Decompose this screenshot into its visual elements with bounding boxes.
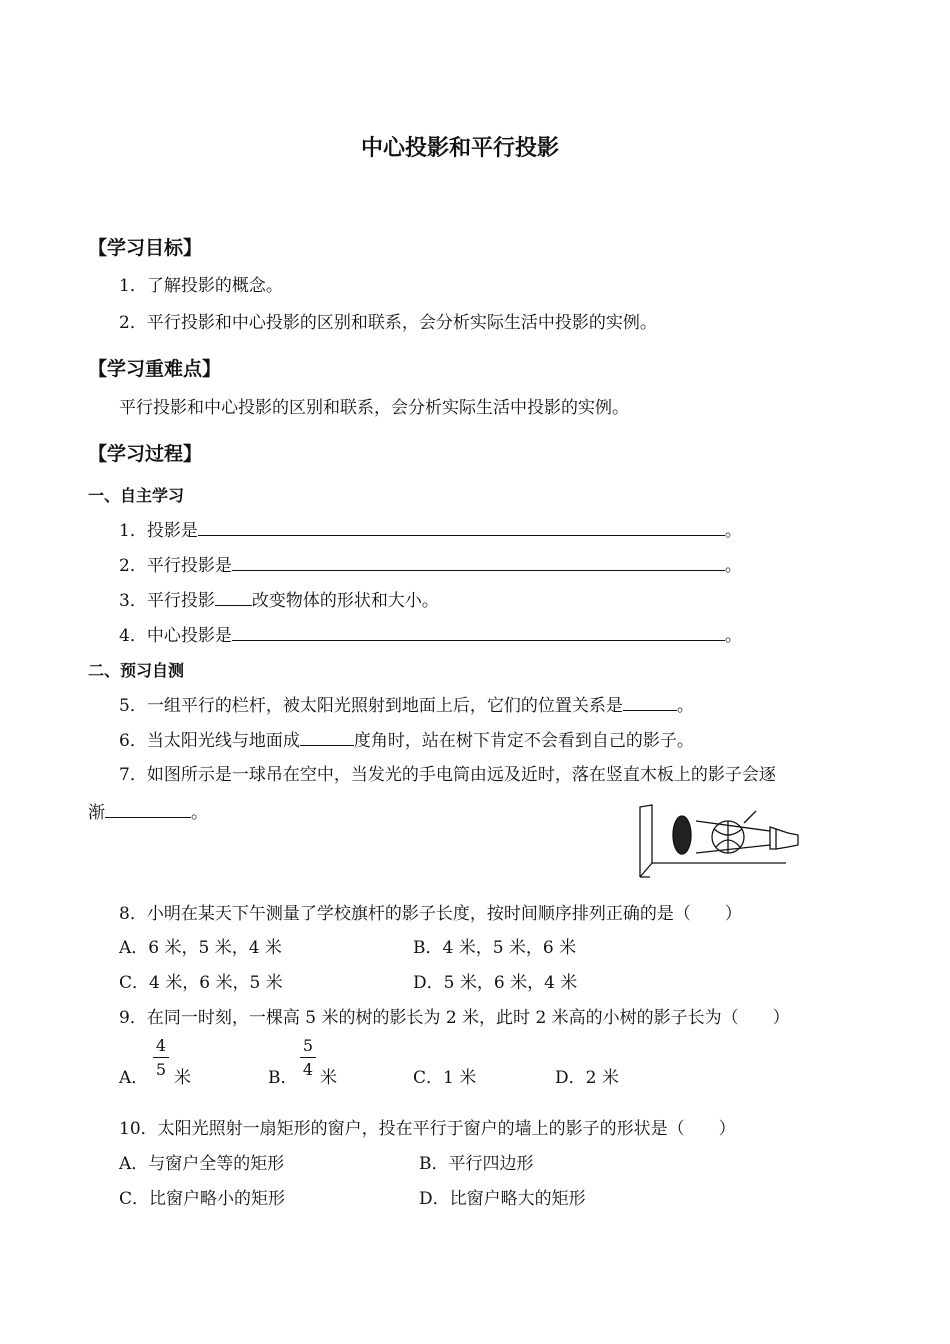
option-8-d[interactable]: D．5 米，6 米，4 米 bbox=[413, 973, 578, 993]
answer-blank-5[interactable] bbox=[623, 693, 677, 711]
flashlight-head bbox=[770, 827, 776, 849]
goal-item-1: 1．了解投影的概念。 bbox=[119, 276, 283, 296]
question-2-suffix: 。 bbox=[724, 556, 742, 576]
question-6 bbox=[119, 728, 694, 752]
question-6-suffix: 度角时，站在树下肯定不会看到自己的影子。 bbox=[353, 731, 694, 751]
question-5 bbox=[119, 693, 694, 717]
answer-blank-3[interactable] bbox=[215, 588, 252, 606]
question-5-suffix: 。 bbox=[676, 696, 694, 716]
option-8-a[interactable]: A．6 米，5 米，4 米 bbox=[119, 938, 282, 958]
light-rays bbox=[696, 821, 770, 853]
shadow-ellipse bbox=[673, 816, 691, 854]
option-8-b[interactable]: B．4 米，5 米，6 米 bbox=[413, 938, 577, 958]
question-3 bbox=[119, 588, 439, 612]
option-9-a-unit: 米 bbox=[174, 1068, 191, 1088]
answer-blank-1[interactable] bbox=[198, 518, 725, 536]
question-4 bbox=[119, 623, 742, 647]
self-study-heading: 一、自主学习 bbox=[88, 486, 185, 505]
answer-blank-7[interactable] bbox=[105, 800, 191, 818]
wooden-board bbox=[640, 805, 652, 877]
question-4-prefix: 4．中心投影是 bbox=[119, 626, 232, 646]
board-base bbox=[640, 863, 786, 877]
question-1-suffix: 。 bbox=[724, 521, 742, 541]
fraction-bar bbox=[300, 1057, 316, 1058]
flashlight-ball-shadow-figure bbox=[636, 803, 802, 879]
option-9-c[interactable]: C．1 米 bbox=[413, 1068, 477, 1088]
option-9-b-numerator: 5 bbox=[302, 1036, 314, 1055]
question-3-prefix: 3．平行投影 bbox=[119, 591, 215, 611]
goals-heading: 【学习目标】 bbox=[88, 237, 203, 259]
question-1 bbox=[119, 518, 742, 542]
process-heading: 【学习过程】 bbox=[88, 443, 203, 465]
option-9-b[interactable] bbox=[268, 1067, 298, 1089]
option-10-a[interactable]: A．与窗户全等的矩形 bbox=[119, 1154, 285, 1174]
option-9-b-denominator: 4 bbox=[302, 1060, 314, 1079]
option-9-b-label: B． bbox=[268, 1068, 298, 1088]
answer-blank-2[interactable] bbox=[232, 553, 725, 571]
question-3-suffix: 改变物体的形状和大小。 bbox=[251, 591, 439, 611]
page-title: 中心投影和平行投影 bbox=[361, 136, 560, 161]
key-points-heading: 【学习重难点】 bbox=[88, 358, 222, 380]
question-8-stem: 8．小明在某天下午测量了学校旗杆的影子长度，按时间顺序排列正确的是（ ） bbox=[119, 904, 742, 924]
question-2 bbox=[119, 553, 742, 577]
option-10-c[interactable]: C．比窗户略小的矩形 bbox=[119, 1189, 286, 1209]
question-7-line-2 bbox=[88, 800, 208, 824]
option-9-b-unit: 米 bbox=[320, 1068, 337, 1088]
preview-test-heading: 二、预习自测 bbox=[88, 661, 185, 680]
fraction-bar bbox=[153, 1057, 169, 1058]
question-7-line-1: 7．如图所示是一球吊在空中，当发光的手电筒由远及近时，落在竖直木板上的影子会逐 bbox=[119, 765, 776, 785]
goal-item-2: 2．平行投影和中心投影的区别和联系，会分析实际生活中投影的实例。 bbox=[119, 313, 657, 333]
hanging-string bbox=[744, 811, 756, 823]
option-10-d[interactable]: D．比窗户略大的矩形 bbox=[419, 1189, 586, 1209]
option-9-a-fraction bbox=[153, 1036, 169, 1079]
answer-blank-6[interactable] bbox=[300, 728, 354, 746]
option-9-d[interactable]: D．2 米 bbox=[555, 1068, 619, 1088]
option-9-a[interactable] bbox=[119, 1067, 148, 1089]
question-10-stem: 10．太阳光照射一扇矩形的窗户，投在平行于窗户的墙上的影子的形状是（ ） bbox=[119, 1119, 736, 1139]
option-9-b-fraction bbox=[300, 1036, 316, 1079]
key-points-text: 平行投影和中心投影的区别和联系，会分析实际生活中投影的实例。 bbox=[119, 398, 629, 418]
question-5-prefix: 5．一组平行的栏杆，被太阳光照射到地面上后，它们的位置关系是 bbox=[119, 696, 623, 716]
question-6-prefix: 6．当太阳光线与地面成 bbox=[119, 731, 300, 751]
question-9-stem: 9．在同一时刻，一棵高 5 米的树的影长为 2 米，此时 2 米高的小树的影子长为（ ） bbox=[119, 1008, 790, 1028]
question-7-suffix: 。 bbox=[191, 803, 208, 823]
answer-blank-4[interactable] bbox=[232, 623, 725, 641]
option-9-a-numerator: 4 bbox=[155, 1036, 167, 1055]
flashlight-body bbox=[776, 829, 798, 849]
question-4-suffix: 。 bbox=[724, 626, 742, 646]
option-10-b[interactable]: B．平行四边形 bbox=[419, 1154, 534, 1174]
option-8-c[interactable]: C．4 米，6 米，5 米 bbox=[119, 973, 283, 993]
option-9-a-denominator: 5 bbox=[155, 1060, 167, 1079]
question-7-prefix: 渐 bbox=[88, 803, 105, 823]
option-9-a-label: A． bbox=[119, 1068, 149, 1088]
question-1-prefix: 1．投影是 bbox=[119, 521, 198, 541]
question-2-prefix: 2．平行投影是 bbox=[119, 556, 232, 576]
